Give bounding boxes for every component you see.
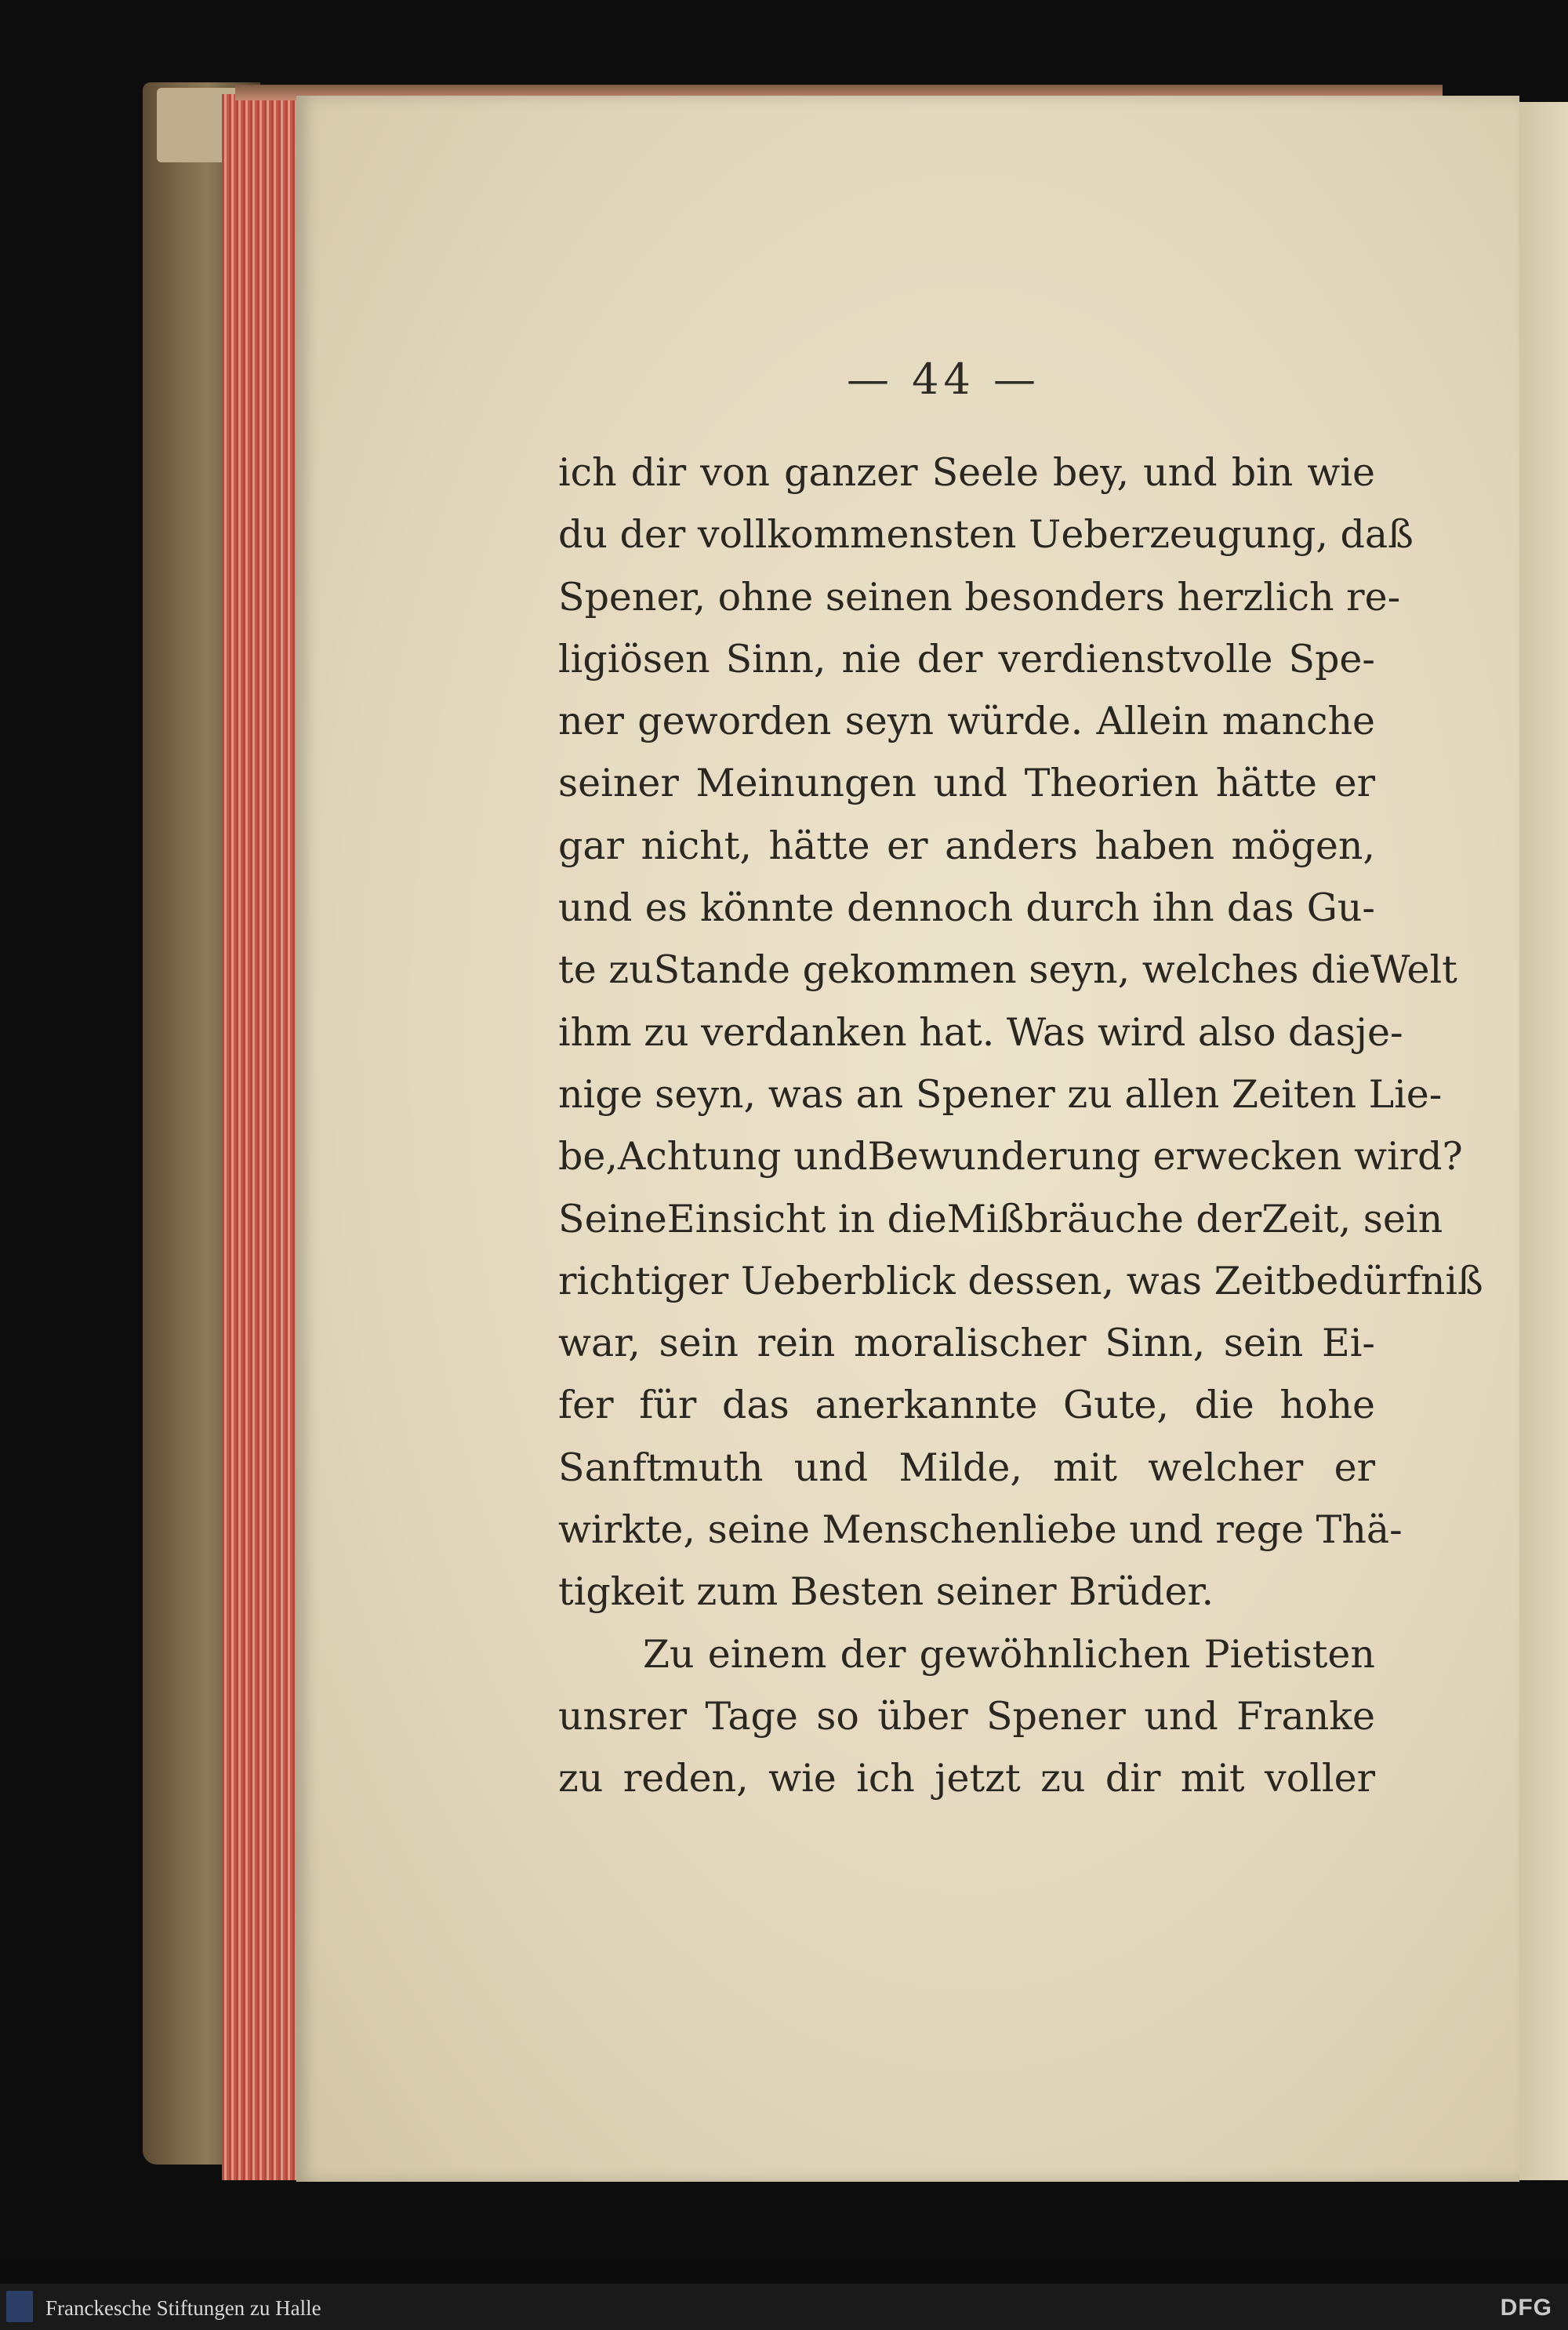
text-line: ich dir von ganzer Seele bey, und bin wie <box>558 450 1375 495</box>
text-line: gar nicht, hätte er anders haben mögen, <box>558 823 1375 868</box>
text-line: nige seyn, was an Spener zu allen Zeiten Lie- <box>558 1071 1443 1117</box>
institution-name: Franckesche Stiftungen zu Halle <box>45 2296 321 2320</box>
page-edges <box>222 94 307 2180</box>
facing-page-edge <box>1513 102 1568 2180</box>
text-line: Sanftmuth und Milde, mit welcher er <box>558 1445 1375 1490</box>
text-line: seiner Meinungen und Theorien hätte er <box>558 761 1375 806</box>
dfg-logo: DFG <box>1500 2295 1552 2321</box>
text-line: richtiger Ueberblick dessen, was Zeitbedürfniß <box>558 1258 1483 1303</box>
text-line: du der vollkommensten Ueberzeugung, daß <box>558 512 1414 558</box>
text-line: wirkte, seine Menschenliebe und rege Thä- <box>558 1507 1403 1553</box>
text-line: SeineEinsicht in dieMißbräuche derZeit, sein <box>558 1196 1443 1241</box>
text-line: fer für das anerkannte Gute, die hohe <box>558 1383 1375 1428</box>
text-line: ligiösen Sinn, nie der verdienstvolle Spe- <box>558 636 1375 682</box>
text-line: zu reden, wie ich jetzt zu dir mit voller <box>558 1756 1375 1801</box>
page-number: — 44 — <box>847 354 1041 404</box>
text-line: tigkeit zum Besten seiner Brüder. <box>558 1569 1214 1615</box>
institution-logo-icon <box>6 2291 33 2322</box>
text-line: war, sein rein moralischer Sinn, sein Ei- <box>558 1321 1375 1366</box>
text-line: unsrer Tage so über Spener und Franke <box>558 1693 1375 1739</box>
text-line: ihm zu verdanken hat. Was wird also dasje- <box>558 1009 1403 1055</box>
text-line: ner geworden seyn würde. Allein manche <box>558 699 1375 744</box>
text-line: und es könnte dennoch durch ihn das Gu- <box>558 885 1375 931</box>
text-line: be,Achtung undBewunderung erwecken wird? <box>558 1134 1463 1180</box>
text-line: Spener, ohne seinen besonders herzlich re- <box>558 574 1401 620</box>
text-line: Zu einem der gewöhnlichen Pietisten <box>643 1631 1375 1677</box>
page-text <box>558 442 1483 1810</box>
text-line: te zuStande gekommen seyn, welches dieWelt <box>558 947 1457 993</box>
